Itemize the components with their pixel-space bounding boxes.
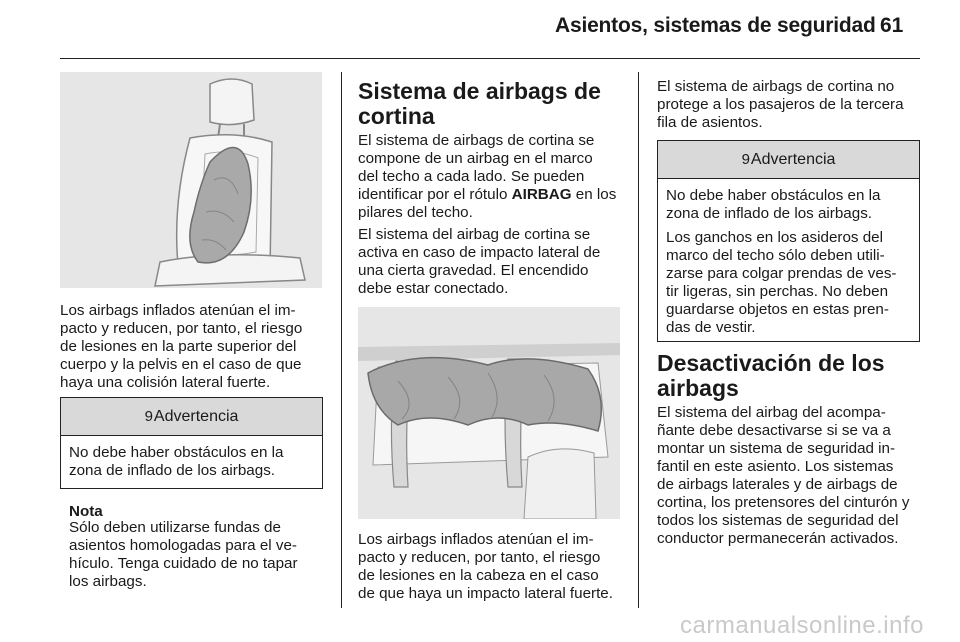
page-header-title: Asientos, sistemas de seguridad bbox=[555, 14, 876, 37]
warning-body-2 bbox=[658, 179, 919, 337]
deactivation-heading: Desactivación de los airbags bbox=[657, 350, 885, 401]
warning-body-1 bbox=[61, 436, 322, 480]
deactivation-para: El sistema del airbag del acompa- ñante debe desactivarse si se va a montar un sistema de seguridad in- fantil en este asiento. Los sistemas de airbags laterales y de airbags de cortina, los pretensores del cinturón y todos los sistemas de seguridad del conductor permanecerán activados. bbox=[657, 404, 910, 547]
page-number: 61 bbox=[880, 14, 904, 37]
warning-header-2 bbox=[658, 141, 919, 179]
column-separator-2 bbox=[638, 72, 639, 608]
curtain-airbag-para-1 bbox=[358, 132, 630, 222]
warning-text-2: Los ganchos en los asideros del marco del techo sólo deben utili- zarse para colgar prendas de ves- tir ligeras, sin perchas. No deben guardarse objetos en estas pren- das de vestir. bbox=[666, 229, 897, 336]
third-row-note: El sistema de airbags de cortina no protege a los pasajeros de la tercera fila de asientos. bbox=[657, 78, 904, 131]
seat-side-airbag-illustration bbox=[60, 72, 322, 288]
para1-text: El sistema de airbags de cortina se compone de un airbag en el marco del techo a cada lado. Se pueden identificar por el rótulo bbox=[358, 132, 595, 203]
curtain-airbag-para-2: El sistema del airbag de cortina se activa en caso de impacto lateral de una cierta gravedad. El encendido debe estar conectado. bbox=[358, 226, 601, 297]
seat-airbag-caption: Los airbags inflados atenúan el im- pacto y reducen, por tanto, el riesgo de lesiones en la parte superior del cuerpo y la pelvis en el caso de que haya una colisión lateral fuerte. bbox=[60, 302, 303, 391]
nota-text: Sólo deben utilizarse fundas de asientos homologadas para el ve- hículo. Tenga cuidado de no tapar los airbags. bbox=[69, 519, 298, 590]
warning-text: No debe haber obstáculos en la zona de inflado de los airbags. bbox=[69, 444, 284, 479]
warning-triangle-icon: 9 bbox=[144, 408, 153, 425]
warning-header-1 bbox=[61, 398, 322, 436]
header-rule bbox=[60, 58, 920, 59]
watermark-text: carmanualsonline.info bbox=[680, 612, 924, 639]
curtain-airbag-caption: Los airbags inflados atenúan el im- pacto y reducen, por tanto, el riesgo de lesiones en la cabeza en el caso de que haya un impacto lateral fuerte. bbox=[358, 531, 613, 602]
warning-triangle-icon: 9 bbox=[741, 151, 750, 168]
airbag-label-bold: AIRBAG bbox=[511, 186, 572, 203]
warning-title: Advertencia bbox=[750, 150, 836, 168]
curtain-airbag-heading: Sistema de airbags de cortina bbox=[358, 78, 601, 129]
warning-box-1 bbox=[60, 397, 323, 489]
curtain-airbag-drawing bbox=[358, 307, 620, 519]
column-separator-1 bbox=[341, 72, 342, 608]
warning-box-2 bbox=[657, 140, 920, 342]
warning-text-1: No debe haber obstáculos en la zona de inflado de los airbags. bbox=[666, 187, 881, 222]
curtain-airbag-illustration bbox=[358, 307, 620, 519]
warning-title: Advertencia bbox=[153, 407, 239, 425]
para1-text-end: en los pilares del techo. bbox=[358, 186, 617, 221]
seat-airbag-drawing bbox=[60, 72, 322, 288]
nota-label: Nota bbox=[69, 503, 103, 520]
